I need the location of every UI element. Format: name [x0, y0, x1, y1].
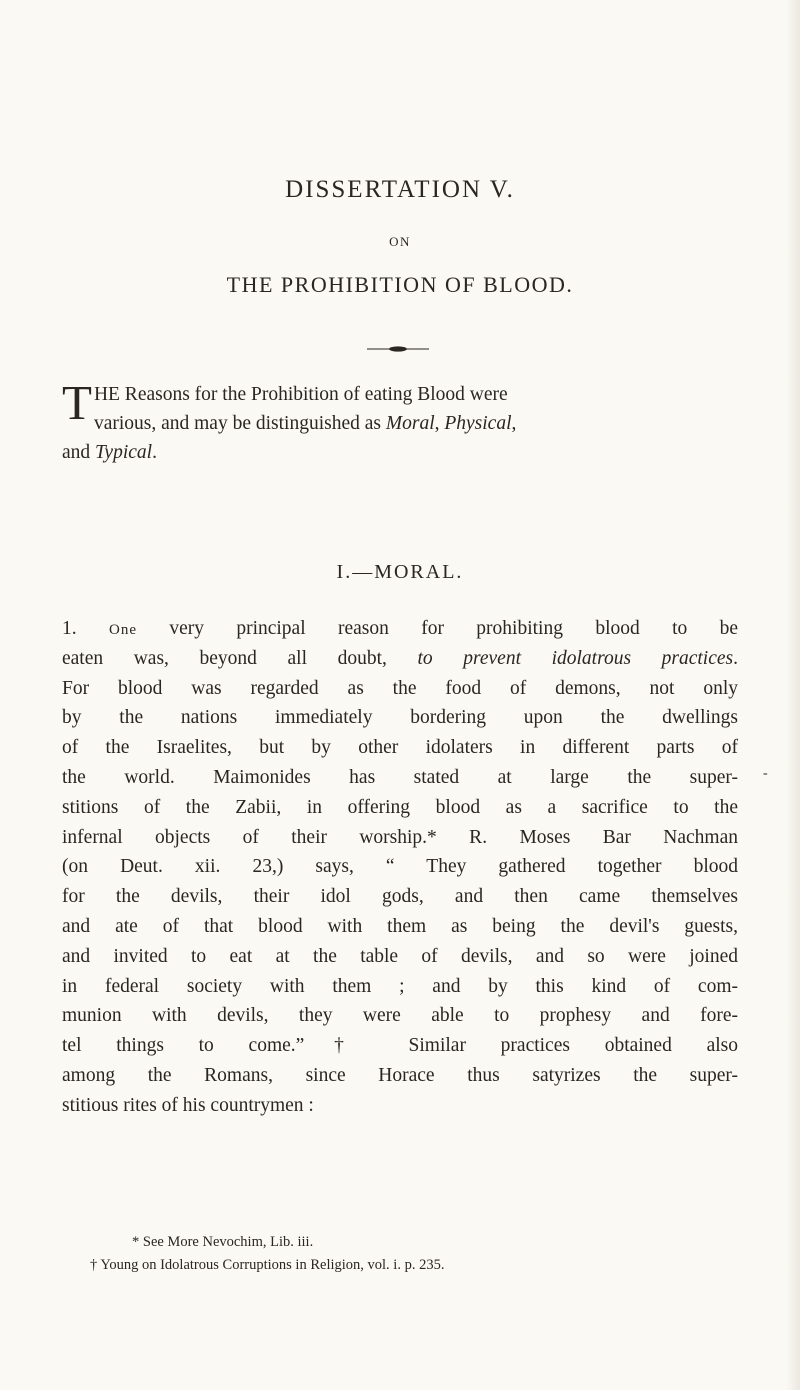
body-line: among the Romans, since Horace thus satyrizes the super-: [62, 1064, 738, 1086]
intro-line-2: various, and may be distinguished as: [93, 413, 386, 434]
first-word-smallcaps: One: [108, 622, 137, 638]
footnote-1: * See More Nevochim, Lib. iii.: [132, 1234, 314, 1250]
title-connector: ON: [389, 234, 411, 249]
intro-line-3: and: [62, 442, 96, 463]
body-paragraph: [62, 614, 738, 1121]
intro-line-1: HE Reasons for the Prohibition of eating Blood were: [93, 384, 508, 405]
drop-cap: T: [62, 375, 92, 430]
page-subtitle: THE PROHIBITION OF BLOOD.: [226, 272, 574, 297]
separator: ,: [511, 413, 517, 434]
body-line: of the Israelites, but by other idolaters in different parts of: [62, 737, 738, 759]
footnote-2: † Young on Idolatrous Corruptions in Religion, vol. i. p. 235.: [90, 1257, 445, 1273]
ornament-divider-icon: [361, 344, 435, 354]
period: .: [733, 647, 738, 669]
body-line: stitious rites of his countrymen :: [62, 1094, 314, 1116]
section-heading: I.—MORAL.: [336, 561, 464, 583]
emphasis-phrase: to prevent idolatrous practices: [417, 647, 734, 669]
body-line: and ate of that blood with them as being the devil's guests,: [62, 915, 738, 937]
period: .: [152, 442, 157, 463]
separator: ,: [434, 413, 445, 434]
line-text: very principal reason for prohibiting blood to be: [136, 618, 739, 639]
body-line: tel things to come.”† Similar practices obtained also: [62, 1035, 738, 1057]
body-line: in federal society with them ; and by this kind of com-: [62, 975, 738, 997]
term-typical: Typical: [95, 442, 153, 463]
body-line: and invited to eat at the table of devils, and so were joined: [62, 945, 738, 967]
body-line: [62, 644, 738, 674]
line-text: eaten was, beyond all doubt,: [62, 647, 418, 669]
body-line: the world. Maimonides has stated at large the super-: [62, 766, 738, 788]
body-line: stitions of the Zabii, in offering blood as a sacrifice to the: [62, 796, 738, 818]
term-moral: Moral: [385, 413, 435, 434]
paragraph-number: 1.: [62, 618, 109, 639]
body-line: for the devils, their idol gods, and then came themselves: [62, 886, 738, 908]
page-edge-shadow: [786, 0, 800, 1390]
intro-paragraph: [62, 375, 738, 467]
term-physical: Physical: [444, 413, 512, 434]
body-line: For blood was regarded as the food of demons, not only: [62, 677, 738, 699]
body-line: (on Deut. xii. 23,) says, “ They gathered together blood: [62, 856, 738, 878]
body-line: infernal objects of their worship.* R. Moses Bar Nachman: [62, 826, 738, 848]
body-line: [62, 614, 738, 644]
page-title: DISSERTATION V.: [285, 176, 515, 203]
margin-mark: -: [763, 766, 768, 781]
body-line: munion with devils, they were able to prophesy and fore-: [62, 1005, 738, 1027]
body-line: by the nations immediately bordering upon the dwellings: [62, 707, 738, 729]
